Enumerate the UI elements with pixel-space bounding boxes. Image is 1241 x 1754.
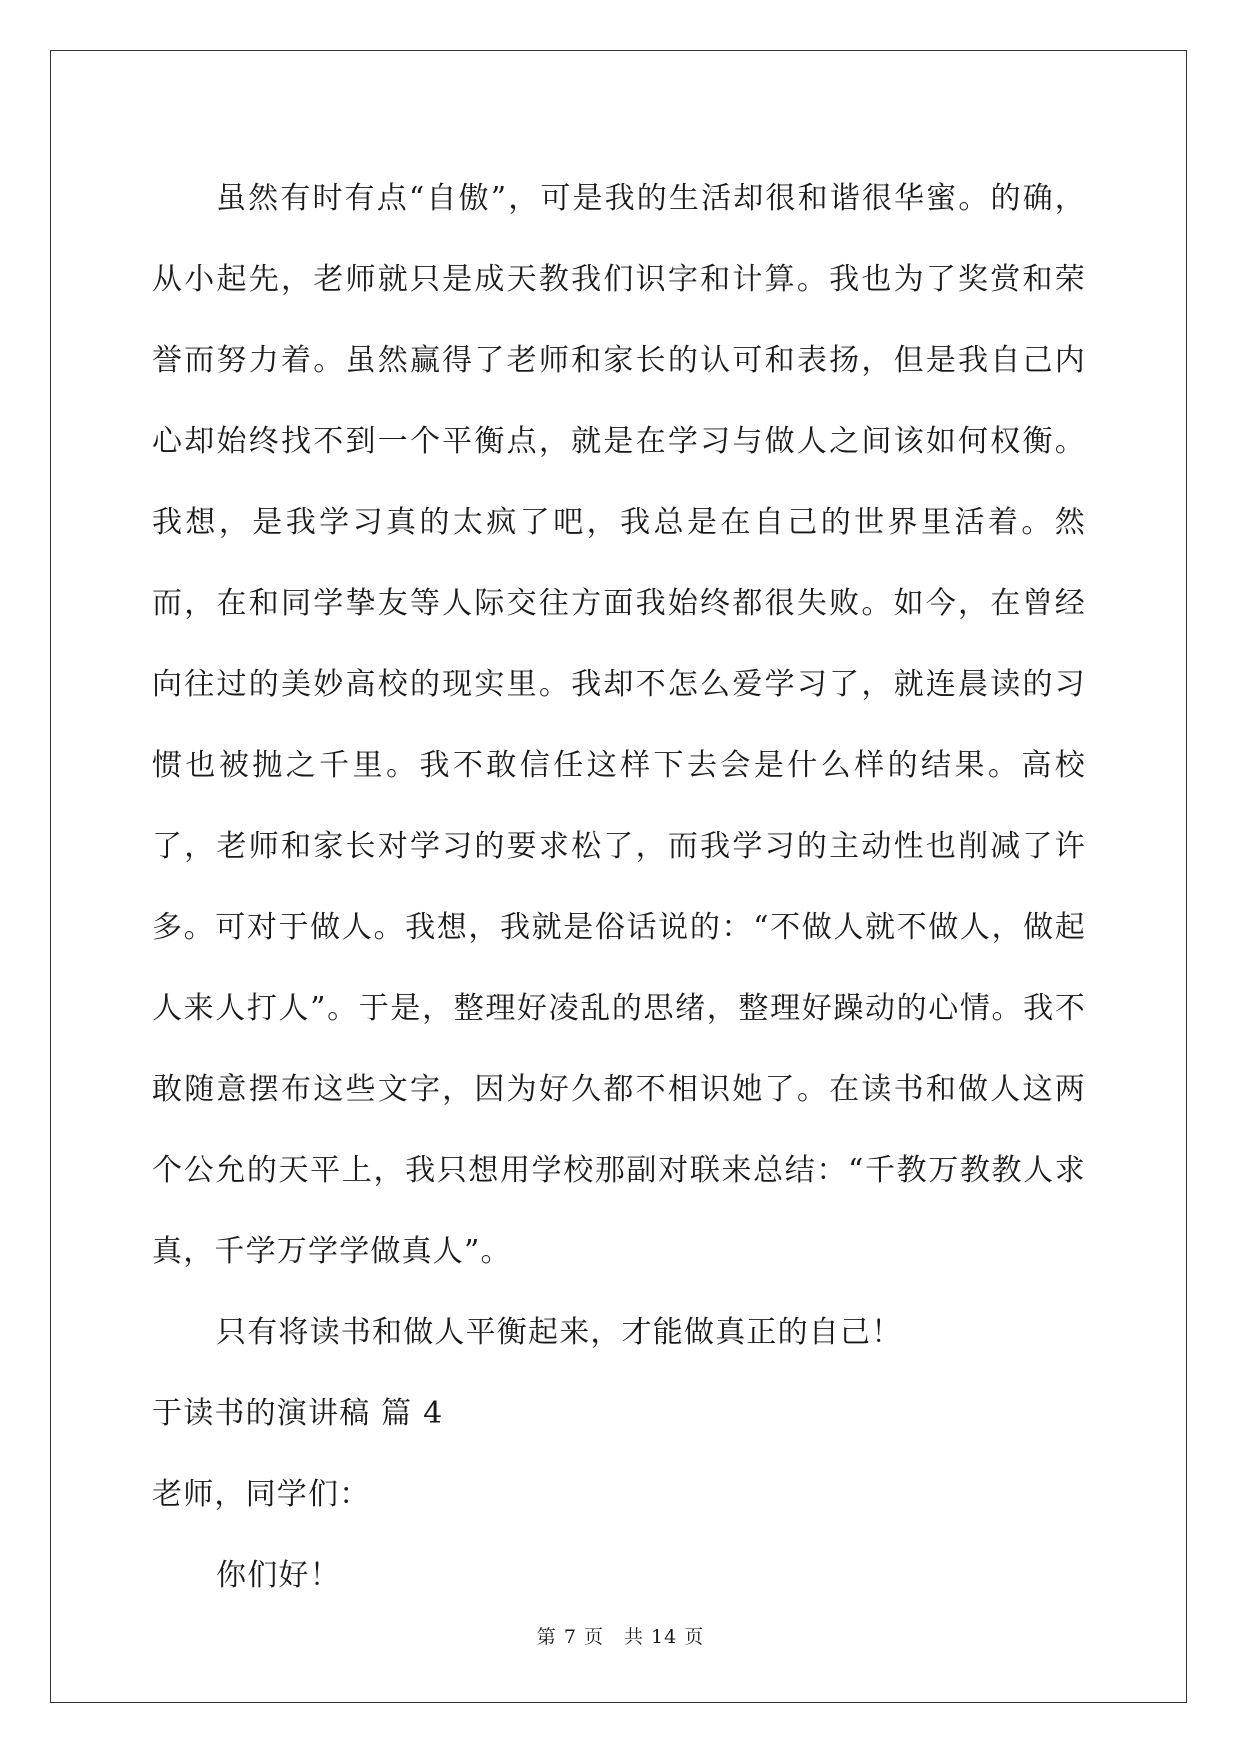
page-footer — [0, 1622, 1241, 1649]
page-number: 第 7 页 共 14 页 — [536, 1626, 705, 1648]
section-title: 于读书的演讲稿 篇 4 — [152, 1396, 444, 1431]
body-paragraph-2: 只有将读书和做人平衡起来，才能做真正的自己！ — [216, 1315, 903, 1350]
salutation: 老师，同学们： — [152, 1477, 371, 1512]
document-body — [152, 158, 1086, 1616]
body-paragraph-1: 虽然有时有点“自傲”，可是我的生活却很和谐很华蜜。的确，从小起先，老师就只是成天教我们识字和计算。我也为了奖赏和荣誉而努力着。虽然赢得了老师和家长的认可和表扬，但是我自己内心却始终找不到一个平衡点，就是在学习与做人之间该如何权衡。我想，是我学习真的太疯了吧，我总是在自己的世界里活着。然而，在和同学挚友等人际交往方面我始终都很失败。如今，在曾经向往过的美妙高校的现实里。我却不怎么爱学习了，就连晨读的习惯也被抛之千里。我不敢信任这样下去会是什么样的结果。高校了，老师和家长对学习的要求松了，而我学习的主动性也削减了许多。可对于做人。我想，我就是俗话说的：“不做人就不做人，做起人来人打人”。于是，整理好凌乱的思绪，整理好躁动的心情。我不敢随意摆布这些文字，因为好久都不相识她了。在读书和做人这两个公允的天平上，我只想用学校那副对联来总结：“千教万教教人求真，千学万学学做真人”。 — [152, 181, 1086, 1269]
greeting: 你们好！ — [216, 1558, 341, 1593]
